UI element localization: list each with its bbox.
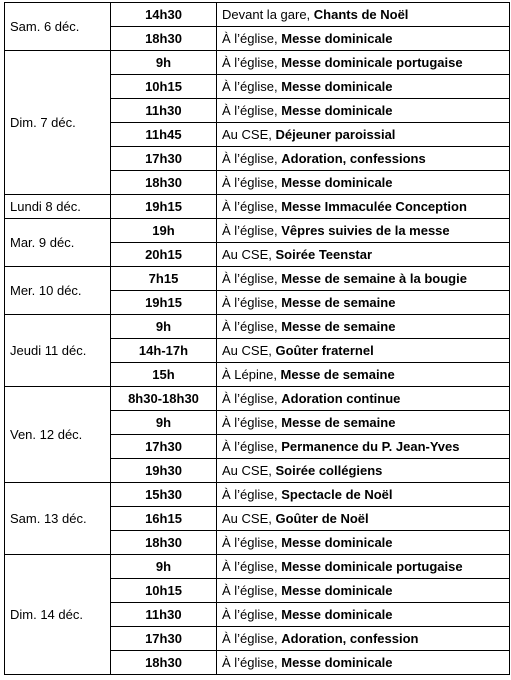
event-cell — [217, 507, 510, 531]
day-cell: Lundi 8 déc. — [5, 195, 111, 219]
time-cell: 10h15 — [111, 75, 217, 99]
time-cell: 9h — [111, 315, 217, 339]
time-cell: 15h — [111, 363, 217, 387]
event-place: À l’église, — [222, 175, 282, 190]
event-place: À l’église, — [222, 31, 282, 46]
event-cell — [217, 627, 510, 651]
day-cell: Sam. 13 déc. — [5, 483, 111, 555]
event-cell — [217, 147, 510, 171]
event-cell — [217, 75, 510, 99]
time-cell: 11h30 — [111, 99, 217, 123]
event-cell — [217, 531, 510, 555]
event-title: Messe de semaine — [280, 367, 395, 382]
schedule-row — [5, 267, 510, 291]
day-cell: Mar. 9 déc. — [5, 219, 111, 267]
event-title: Déjeuner paroissial — [275, 127, 396, 142]
event-cell — [217, 387, 510, 411]
event-title: Goûter fraternel — [275, 343, 374, 358]
event-title: Vêpres suivies de la messe — [281, 223, 450, 238]
event-place: À l’église, — [222, 415, 282, 430]
time-cell: 17h30 — [111, 147, 217, 171]
event-place: À l’église, — [222, 559, 282, 574]
event-place: À l’église, — [222, 583, 282, 598]
time-cell: 14h-17h — [111, 339, 217, 363]
event-place: Au CSE, — [222, 247, 276, 262]
time-cell: 14h30 — [111, 3, 217, 27]
time-cell: 17h30 — [111, 627, 217, 651]
event-title: Messe de semaine — [281, 319, 396, 334]
event-title: Soirée Teenstar — [275, 247, 373, 262]
event-title: Goûter de Noël — [275, 511, 369, 526]
event-place: À l’église, — [222, 319, 282, 334]
event-cell — [217, 651, 510, 675]
event-cell — [217, 123, 510, 147]
event-title: Messe dominicale — [281, 607, 393, 622]
schedule-row — [5, 51, 510, 75]
event-title: Messe dominicale — [281, 31, 393, 46]
event-cell — [217, 339, 510, 363]
event-title: Permanence du P. Jean-Yves — [281, 439, 460, 454]
event-place: À Lépine, — [222, 367, 281, 382]
time-cell: 9h — [111, 555, 217, 579]
schedule-body — [5, 3, 510, 675]
event-cell — [217, 435, 510, 459]
time-cell: 18h30 — [111, 171, 217, 195]
schedule-row — [5, 387, 510, 411]
event-cell — [217, 291, 510, 315]
event-place: À l’église, — [222, 103, 282, 118]
event-cell — [217, 171, 510, 195]
event-cell — [217, 603, 510, 627]
event-title: Messe de semaine — [281, 415, 396, 430]
schedule-row — [5, 219, 510, 243]
time-cell: 9h — [111, 51, 217, 75]
event-place: Au CSE, — [222, 511, 276, 526]
time-cell: 19h30 — [111, 459, 217, 483]
time-cell: 17h30 — [111, 435, 217, 459]
event-cell — [217, 3, 510, 27]
event-cell — [217, 99, 510, 123]
day-cell: Sam. 6 déc. — [5, 3, 111, 51]
event-title: Messe dominicale — [281, 535, 393, 550]
time-cell: 19h — [111, 219, 217, 243]
event-place: Au CSE, — [222, 343, 276, 358]
schedule-row — [5, 555, 510, 579]
time-cell: 7h15 — [111, 267, 217, 291]
event-title: Messe dominicale — [281, 583, 393, 598]
event-place: À l’église, — [222, 223, 282, 238]
day-cell: Dim. 14 déc. — [5, 555, 111, 675]
time-cell: 9h — [111, 411, 217, 435]
event-place: À l’église, — [222, 655, 282, 670]
event-cell — [217, 579, 510, 603]
event-title: Soirée collégiens — [275, 463, 383, 478]
event-title: Chants de Noël — [313, 7, 409, 22]
event-cell — [217, 483, 510, 507]
event-place: À l’église, — [222, 631, 282, 646]
event-cell — [217, 219, 510, 243]
time-cell: 18h30 — [111, 651, 217, 675]
event-place: Au CSE, — [222, 127, 276, 142]
time-cell: 18h30 — [111, 531, 217, 555]
event-place: À l’église, — [222, 271, 282, 286]
event-cell — [217, 459, 510, 483]
event-place: À l’église, — [222, 199, 282, 214]
event-title: Messe de semaine — [281, 295, 396, 310]
schedule-table — [4, 2, 510, 675]
event-cell — [217, 411, 510, 435]
event-title: Messe de semaine à la bougie — [281, 271, 467, 286]
event-place: À l’église, — [222, 79, 282, 94]
time-cell: 19h15 — [111, 291, 217, 315]
event-place: À l’église, — [222, 535, 282, 550]
event-title: Messe Immaculée Conception — [281, 199, 467, 214]
event-place: À l’église, — [222, 55, 282, 70]
day-cell: Dim. 7 déc. — [5, 51, 111, 195]
event-title: Spectacle de Noël — [281, 487, 393, 502]
day-cell: Ven. 12 déc. — [5, 387, 111, 483]
event-cell — [217, 267, 510, 291]
event-cell — [217, 195, 510, 219]
event-title: Messe dominicale portugaise — [281, 55, 463, 70]
event-cell — [217, 51, 510, 75]
time-cell: 11h30 — [111, 603, 217, 627]
event-title: Adoration, confessions — [281, 151, 426, 166]
time-cell: 8h30-18h30 — [111, 387, 217, 411]
event-title: Adoration, confession — [281, 631, 419, 646]
event-title: Messe dominicale — [281, 103, 393, 118]
schedule-row — [5, 483, 510, 507]
time-cell: 18h30 — [111, 27, 217, 51]
day-cell: Mer. 10 déc. — [5, 267, 111, 315]
time-cell: 20h15 — [111, 243, 217, 267]
time-cell: 11h45 — [111, 123, 217, 147]
event-place: À l’église, — [222, 487, 282, 502]
time-cell: 16h15 — [111, 507, 217, 531]
event-cell — [217, 315, 510, 339]
event-title: Messe dominicale — [281, 175, 393, 190]
event-cell — [217, 363, 510, 387]
event-place: À l’église, — [222, 295, 282, 310]
event-place: À l’église, — [222, 439, 282, 454]
schedule-row — [5, 3, 510, 27]
event-cell — [217, 555, 510, 579]
time-cell: 15h30 — [111, 483, 217, 507]
event-title: Messe dominicale — [281, 79, 393, 94]
event-place: Au CSE, — [222, 463, 276, 478]
event-title: Messe dominicale — [281, 655, 393, 670]
event-cell — [217, 243, 510, 267]
event-place: À l’église, — [222, 151, 282, 166]
time-cell: 19h15 — [111, 195, 217, 219]
event-place: À l’église, — [222, 607, 282, 622]
event-place: Devant la gare, — [222, 7, 314, 22]
event-title: Messe dominicale portugaise — [281, 559, 463, 574]
event-cell — [217, 27, 510, 51]
event-place: À l’église, — [222, 391, 282, 406]
time-cell: 10h15 — [111, 579, 217, 603]
schedule-row — [5, 315, 510, 339]
schedule-row — [5, 195, 510, 219]
day-cell: Jeudi 11 déc. — [5, 315, 111, 387]
event-title: Adoration continue — [281, 391, 401, 406]
